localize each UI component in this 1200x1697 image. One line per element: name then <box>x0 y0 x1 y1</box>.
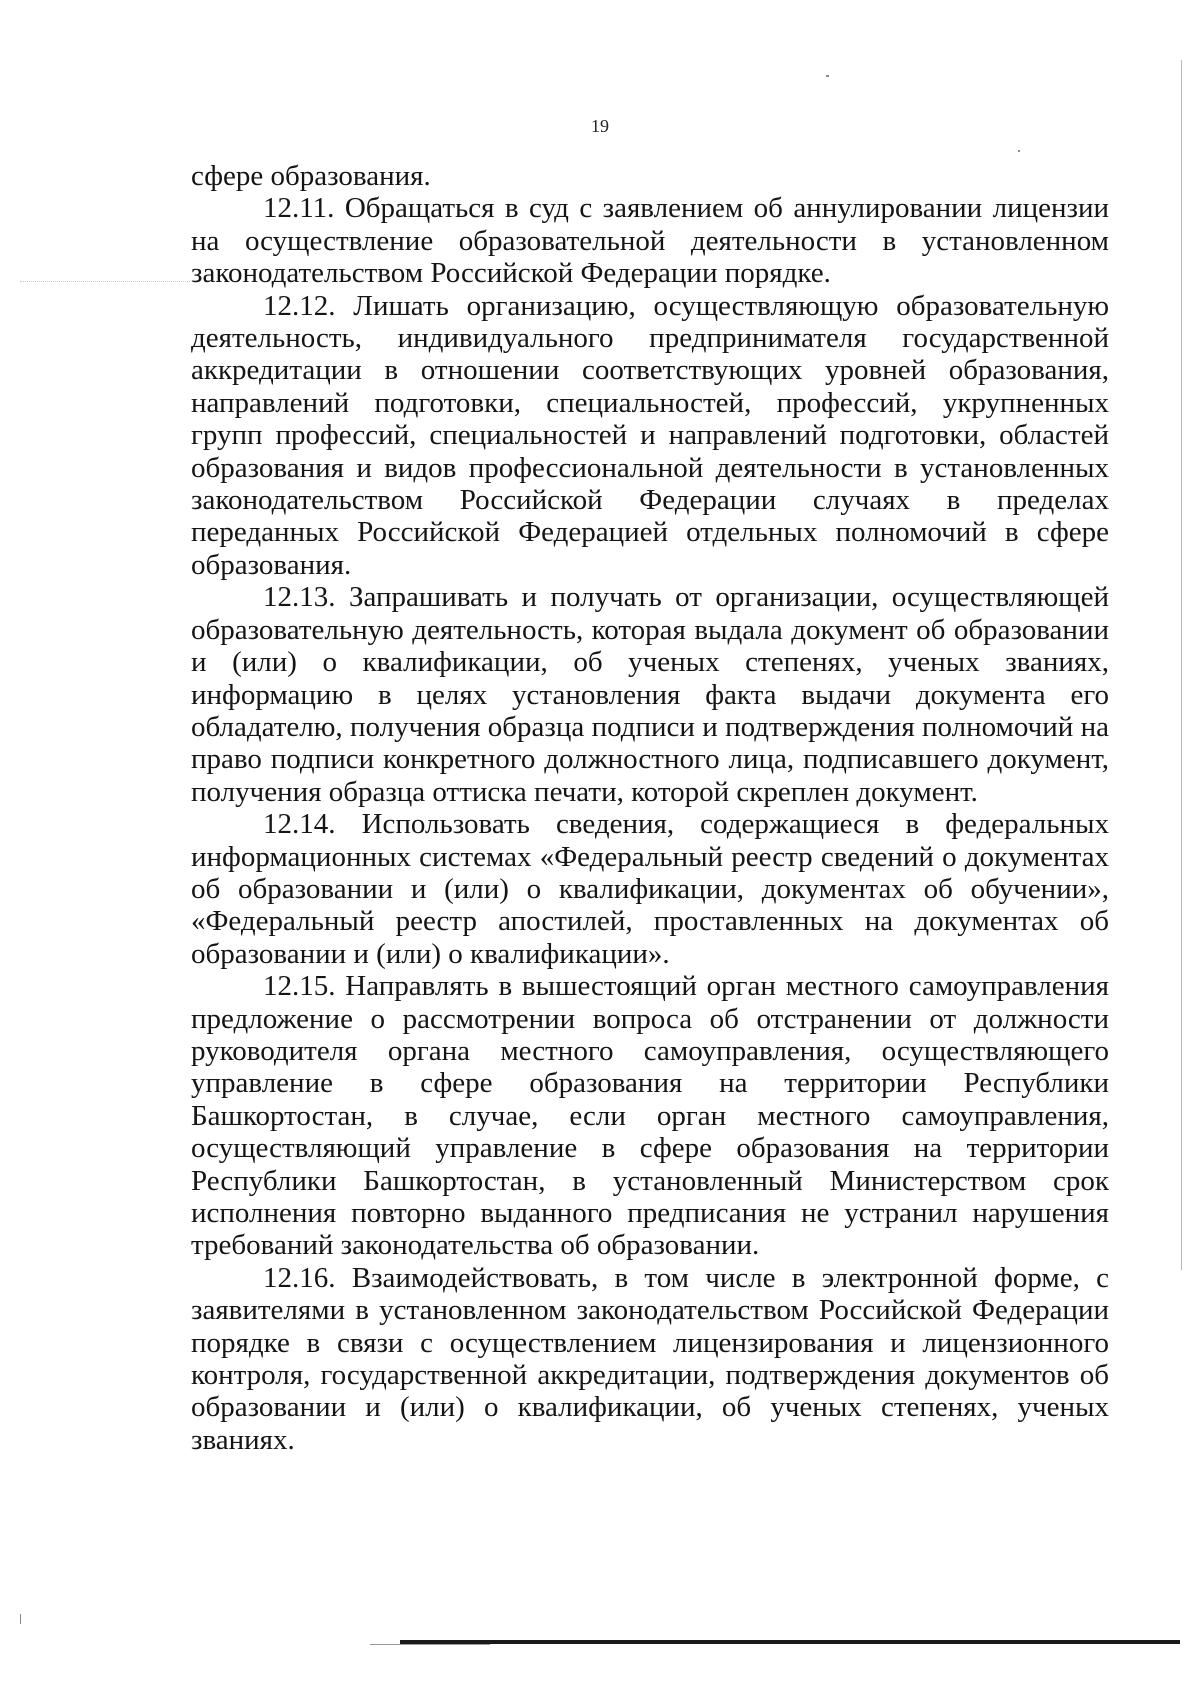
scan-speck <box>20 1614 21 1624</box>
scan-speck <box>826 75 829 77</box>
scan-edge-bottom <box>400 1640 1180 1644</box>
scan-artifact-dots <box>20 281 190 283</box>
scan-speck <box>1018 150 1020 152</box>
paragraph-12-11: 12.11. Обращаться в суд с заявлением об аннулировании лицензии на осуществление образовательной деятельности в установленном законодательством Российской Федерации порядке. <box>191 192 1109 290</box>
paragraph-12-15: 12.15. Направлять в вышестоящий орган местного самоуправления предложение о рассмотрении вопроса об отстранении от должности руководителя органа местного самоуправления, осуществляющего управление в сфере образования на территории Республики Башкортостан, в случае, если орган местного самоуправления, осуществляющий управление в сфере образования на территории Республики Башкортостан, в установленный Министерством срок исполнения повторно выданного предписания не устранил нарушения требований законодательства об образовании. <box>191 970 1109 1262</box>
paragraph-continuation: сфере образования. <box>191 160 431 192</box>
paragraph-12-16: 12.16. Взаимодействовать, в том числе в электронной форме, с заявителями в установленном законодательством Российской Федерации порядке в связи с осуществлением лицензирования и лицензионного контроля, государственной аккредитации, подтверждения документов об образовании и (или) о квалификации, об ученых степенях, ученых званиях. <box>191 1261 1109 1456</box>
scan-edge-bottom-fade <box>370 1644 490 1645</box>
scan-edge-right <box>1181 60 1182 1270</box>
paragraph-12-12: 12.12. Лишать организацию, осуществляющую образовательную деятельность, индивидуального предпринимателя государственной аккредитации в отношении соответствующих уровней образования, направлений подготовки, специальностей, профессий, укрупненных групп профессий, специальностей и направлений подготовки, областей образования и видов профессиональной деятельности в установленных законодательством Российской Федерации случаях в пределах переданных Российской Федерацией отдельных полномочий в сфере образования. <box>191 289 1109 581</box>
paragraph-12-14: 12.14. Использовать сведения, содержащиеся в федеральных информационных системах «Федеральный реестр сведений о документах об образовании и (или) о квалификации, документах об обучении», «Федеральный реестр апостилей, проставленных на документах об образовании и (или) о квалификации». <box>191 808 1109 970</box>
document-body <box>191 160 1109 1456</box>
page-number: 19 <box>591 116 609 136</box>
paragraph-12-13: 12.13. Запрашивать и получать от организации, осуществляющей образовательную деятельность, которая выдала документ об образовании и (или) о квалификации, об ученых степенях, ученых званиях, информацию в целях установления факта выдачи документа его обладателю, получения образца подписи и подтверждения полномочий на право подписи конкретного должностного лица, подписавшего документ, получения образца оттиска печати, которой скреплен документ. <box>191 581 1109 808</box>
